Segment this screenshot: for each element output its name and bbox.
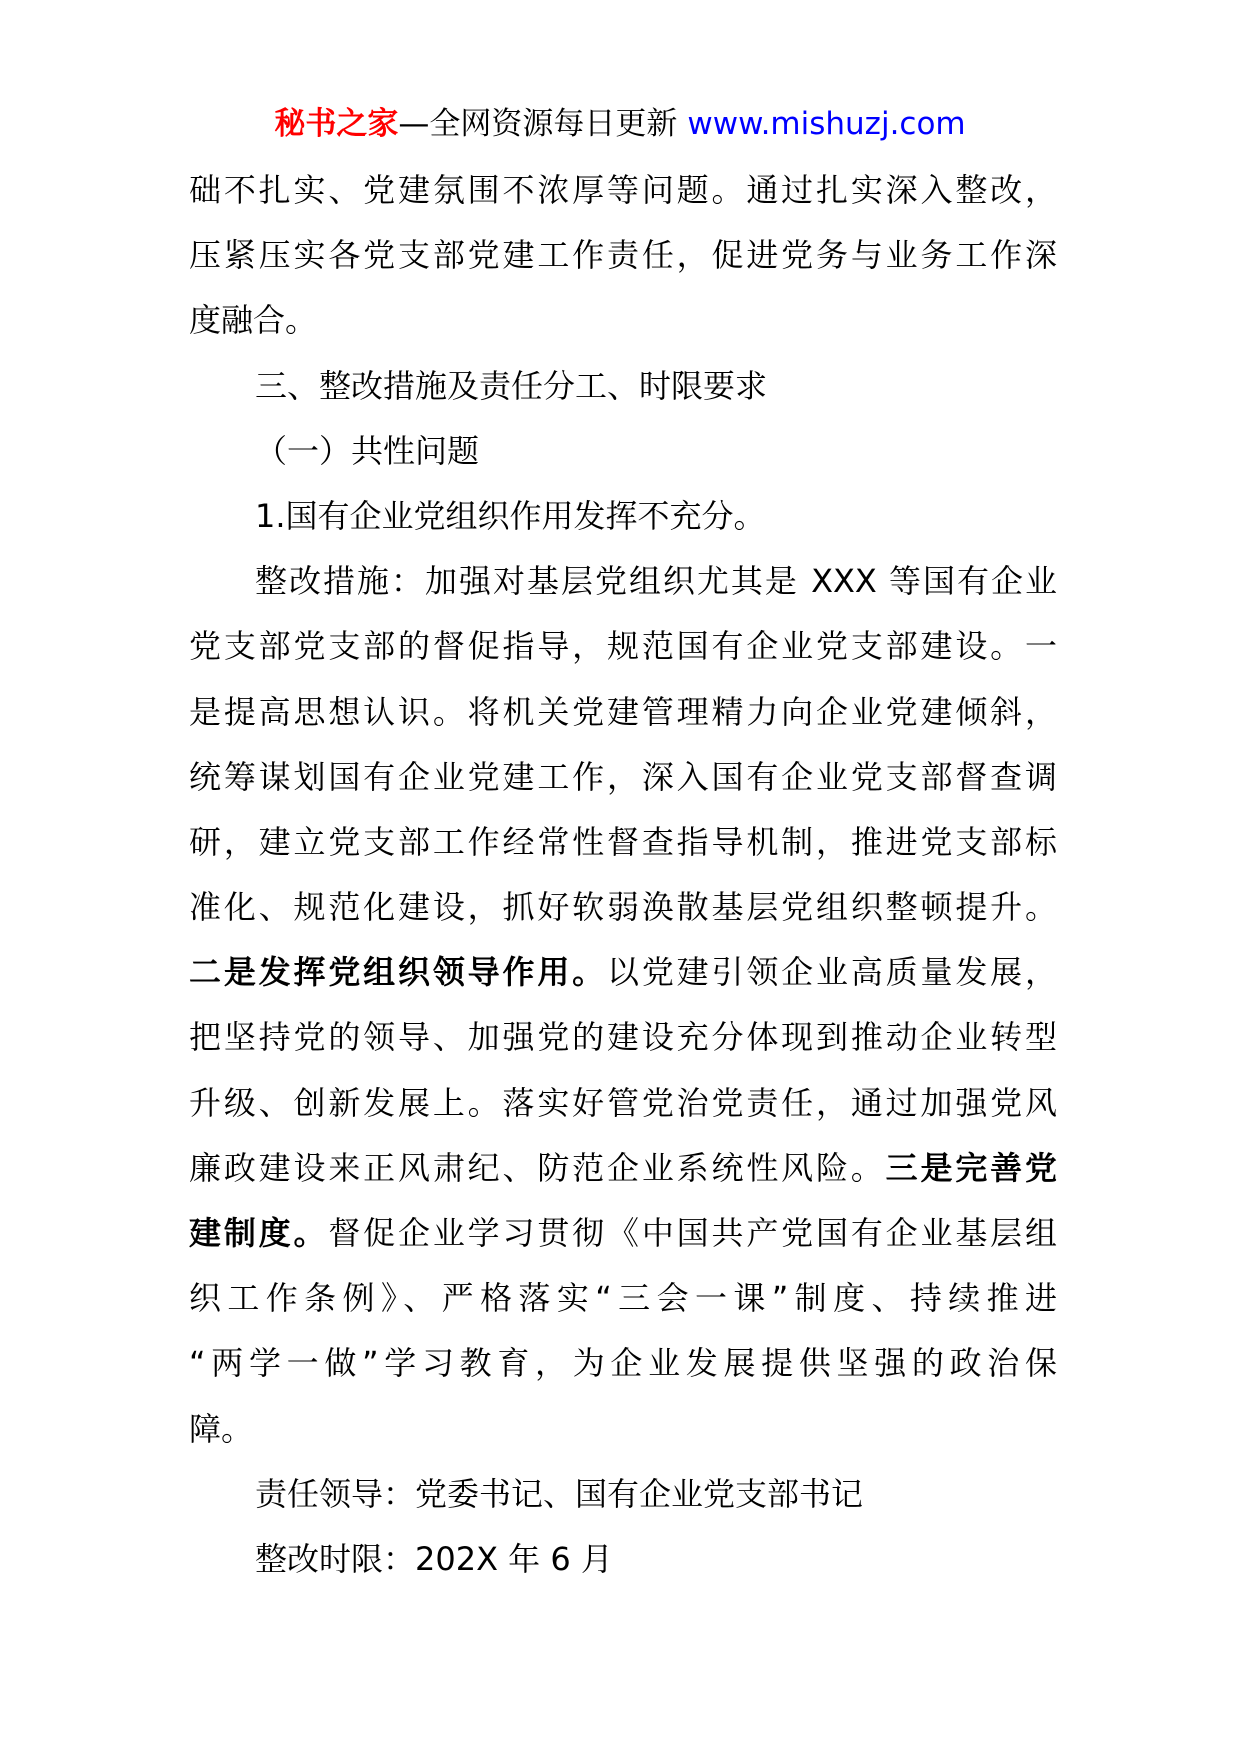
document-body <box>189 158 1057 1592</box>
text-line: 压紧压实各党支部党建工作责任，促进党务与业务工作深 <box>189 236 1057 275</box>
text-line: 织工作条例》、严格落实“三会一课”制度、持续推进 <box>189 1279 1057 1318</box>
text-line: 准化、规范化建设，抓好软弱涣散基层党组织整顿提升。 <box>189 888 1057 927</box>
text-line: 础不扎实、党建氛围不浓厚等问题。通过扎实深入整改， <box>189 171 1057 209</box>
text-line: 度融合。 <box>189 301 318 340</box>
text-line: 把坚持党的领导、加强党的建设充分体现到推动企业转型 <box>189 1018 1057 1057</box>
item-heading <box>189 484 1057 549</box>
text-segment: 督促企业学习贯彻《中国共产党国有企业基层组 <box>328 1214 1057 1252</box>
subsection-heading <box>189 419 1057 484</box>
responsible-leader <box>189 1462 1057 1527</box>
text-segment: 廉政建设来正风肃纪、防范企业系统性风险。 <box>189 1148 886 1187</box>
text-line <box>189 1201 1057 1266</box>
paragraph <box>189 158 1057 354</box>
emphasis-text: 二是发挥党组织领导作用。 <box>189 953 607 992</box>
paragraph <box>189 549 1057 1462</box>
text-line: 党支部党支部的督促指导，规范国有企业党支部建设。一 <box>189 627 1057 666</box>
text-line <box>189 1136 1057 1201</box>
text-line: 统筹谋划国有企业党建工作，深入国有企业党支部督查调 <box>189 757 1057 796</box>
text-line: 障。 <box>189 1409 254 1448</box>
text-line: 整改措施：加强对基层党组织尤其是 XXX 等国有企业 <box>255 562 1057 601</box>
text-line: 三、整改措施及责任分工、时限要求 <box>255 366 768 405</box>
header-tagline: —全网资源每日更新 <box>398 106 678 142</box>
text-line: “两学一做”学习教育，为企业发展提供坚强的政治保 <box>189 1344 1057 1383</box>
text-line: 是提高思想认识。将机关党建管理精力向企业党建倾斜， <box>189 692 1057 731</box>
deadline <box>189 1527 1057 1592</box>
text-line: 责任领导：党委书记、国有企业党支部书记 <box>255 1474 864 1513</box>
text-line: 1.国有企业党组织作用发挥不充分。 <box>255 496 766 535</box>
header-brand: 秘书之家 <box>274 106 399 142</box>
text-line: 研，建立党支部工作经常性督查指导机制，推进党支部标 <box>189 822 1057 861</box>
text-segment: 以党建引领企业高质量发展， <box>607 953 1057 992</box>
text-line <box>189 940 1057 1005</box>
header-url-link[interactable]: www.mishuzj.com <box>687 106 966 142</box>
emphasis-text: 建制度。 <box>189 1214 329 1252</box>
site-header <box>0 100 1240 148</box>
text-line: 升级、创新发展上。落实好管党治党责任，通过加强党风 <box>189 1083 1057 1122</box>
emphasis-text: 三是完善党 <box>885 1148 1057 1187</box>
text-line: （一）共性问题 <box>255 431 480 470</box>
text-line: 整改时限：202X 年 6 月 <box>255 1539 613 1578</box>
section-heading <box>189 354 1057 419</box>
